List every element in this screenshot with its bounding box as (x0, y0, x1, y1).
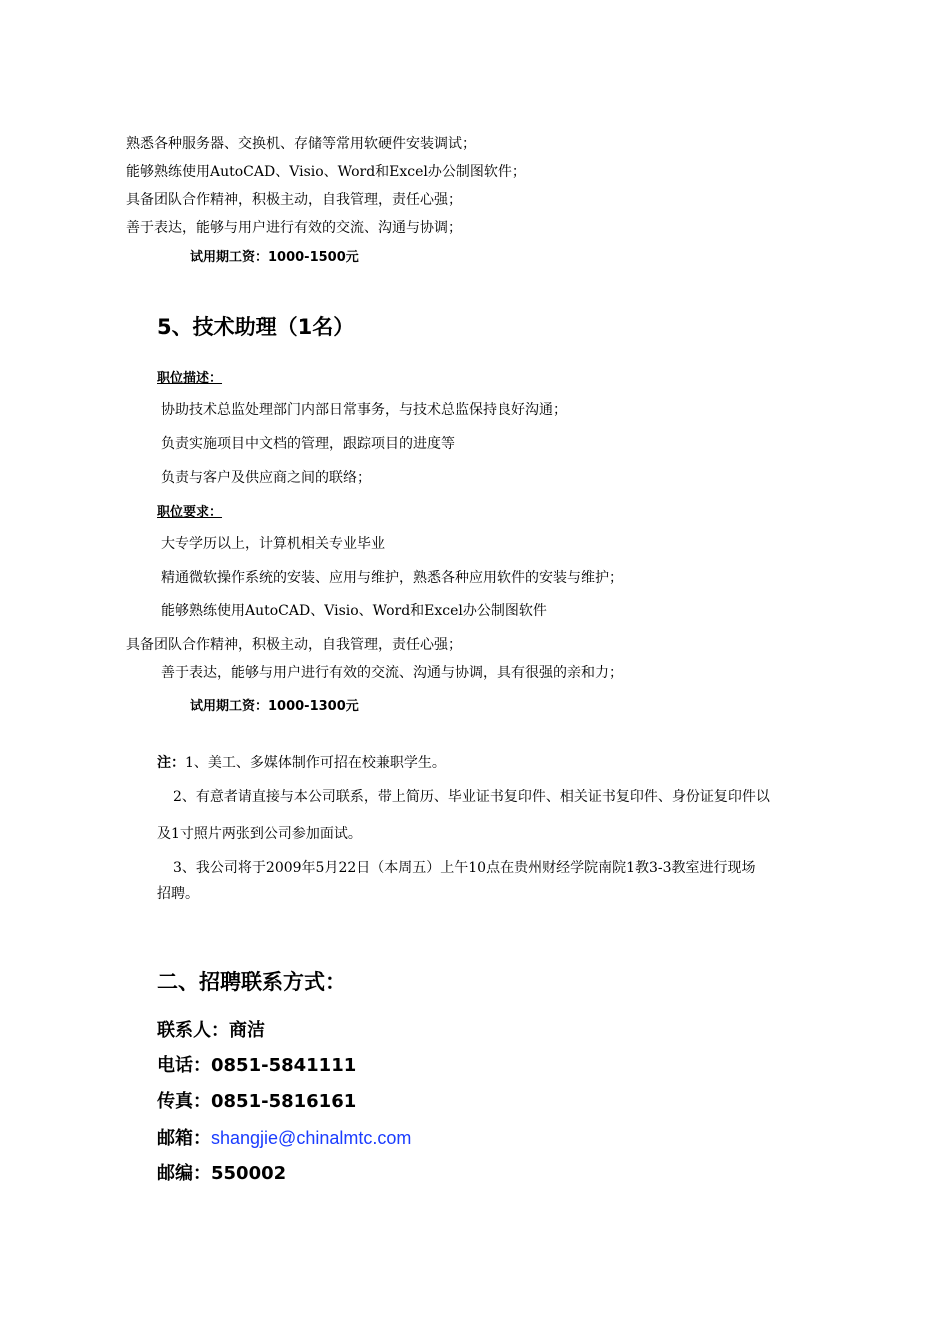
prev-requirement-line-3: 具备团队合作精神，积极主动，自我管理，责任心强； (126, 192, 462, 208)
section-5-salary: 试用期工资：1000-1300元 (190, 699, 359, 714)
note-3-line-1: 3、我公司将于2009年5月22日（本周五）上午10点在贵州财经学院南院1教3-3教室进行现场 (173, 860, 756, 876)
prev-salary: 试用期工资：1000-1500元 (190, 250, 359, 265)
contact-email (157, 1125, 411, 1152)
contact-fax-value: 0851-5816161 (211, 1091, 357, 1112)
contact-zip-value: 550002 (211, 1163, 287, 1184)
contact-phone (157, 1053, 356, 1079)
note-label: 注： (157, 755, 185, 771)
contact-zip-label: 邮编： (157, 1163, 211, 1184)
contact-email-label: 邮箱： (157, 1128, 211, 1149)
job-description-label: 职位描述： (157, 371, 223, 386)
job-description-line-2: 负责实施项目中文档的管理，跟踪项目的进度等 (161, 436, 455, 452)
contact-email-link[interactable]: shangjie@chinalmtc.com (211, 1128, 412, 1148)
contact-person (157, 1018, 265, 1044)
contact-phone-label: 电话： (157, 1055, 211, 1076)
prev-requirement-line-2: 能够熟练使用AutoCAD、Visio、Word和Excel办公制图软件； (126, 164, 526, 180)
job-requirement-line-5: 善于表达，能够与用户进行有效的交流、沟通与协调，具有很强的亲和力； (161, 665, 623, 681)
contact-fax (157, 1089, 356, 1115)
contact-phone-value: 0851-5841111 (211, 1055, 357, 1076)
note-1 (157, 753, 446, 773)
job-requirement-line-1: 大专学历以上，计算机相关专业毕业 (161, 536, 385, 552)
note-3-line-2: 招聘。 (157, 886, 199, 902)
section-5-heading: 5、技术助理（1名） (157, 315, 355, 339)
prev-requirement-line-4: 善于表达，能够与用户进行有效的交流、沟通与协调； (126, 220, 462, 236)
job-requirement-line-2: 精通微软操作系统的安装、应用与维护，熟悉各种应用软件的安装与维护； (161, 570, 623, 586)
job-requirement-line-3: 能够熟练使用AutoCAD、Visio、Word和Excel办公制图软件 (161, 603, 547, 619)
note-2-line-2: 及1寸照片两张到公司参加面试。 (157, 826, 362, 842)
job-requirements-label: 职位要求： (157, 505, 223, 520)
contact-fax-label: 传真： (157, 1091, 211, 1112)
job-description-line-3: 负责与客户及供应商之间的联络； (161, 470, 371, 486)
note-1-text: 1、美工、多媒体制作可招在校兼职学生。 (185, 755, 446, 771)
prev-requirement-line-1: 熟悉各种服务器、交换机、存储等常用软硬件安装调试； (126, 136, 476, 152)
note-2-line-1: 2、有意者请直接与本公司联系，带上简历、毕业证书复印件、相关证书复印件、身份证复印件以 (173, 789, 770, 805)
job-description-line-1: 协助技术总监处理部门内部日常事务，与技术总监保持良好沟通； (161, 402, 567, 418)
contact-person-value: 商洁 (229, 1020, 265, 1041)
contact-heading: 二、招聘联系方式： (157, 970, 346, 994)
contact-zip (157, 1161, 286, 1187)
contact-person-label: 联系人： (157, 1020, 229, 1041)
job-requirement-line-4: 具备团队合作精神，积极主动，自我管理，责任心强； (126, 637, 462, 653)
